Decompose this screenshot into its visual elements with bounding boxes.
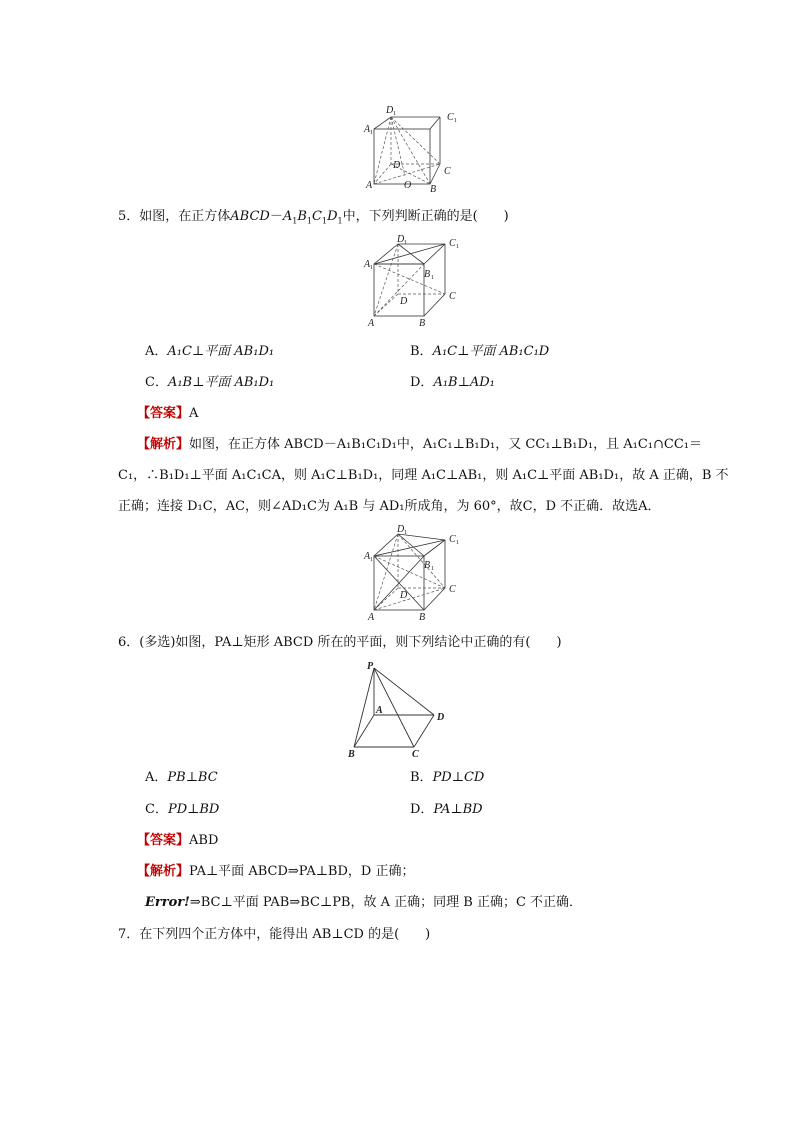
q6-answer [137, 832, 218, 850]
label-A: A [376, 705, 383, 716]
label-D1: D [397, 524, 405, 535]
label-P: P [367, 661, 374, 672]
answer-value: A [189, 406, 199, 421]
q6-analysis-line-1: 【解析】PA⊥平面 ABCD⇒PA⊥BD，D 正确； [137, 864, 415, 879]
label-B: B [419, 612, 426, 623]
answer-value: ABD [189, 833, 219, 848]
figure-cube-q5 [360, 234, 465, 330]
q5-option-d: D．A₁B⊥AD₁ [410, 375, 495, 390]
question-7-number: 7． [118, 927, 140, 942]
label-D: D [400, 296, 408, 307]
label-B1: B [424, 560, 431, 571]
question-6-number: 6． [118, 635, 140, 650]
label-C1: C [447, 112, 454, 123]
question-7 [118, 926, 430, 944]
label-C: C [449, 584, 456, 595]
svg-text:1: 1 [393, 111, 396, 117]
svg-text:1: 1 [370, 130, 373, 136]
question-6-text: (多选)如图，PA⊥矩形 ABCD 所在的平面，则下列结论中正确的有( ) [139, 635, 562, 650]
answer-label: 【答案】 [137, 833, 190, 848]
label-O: O [404, 180, 412, 191]
q5-answer [137, 405, 198, 423]
label-A: A [368, 612, 375, 623]
label-D: D [437, 712, 445, 723]
question-7-text: 在下列四个正方体中，能得出 AB⊥CD 的是( ) [139, 927, 431, 942]
label-C1: C [449, 238, 456, 249]
label-D: D [400, 590, 408, 601]
q6-option-a: A．PB⊥BC [145, 770, 218, 785]
q5-analysis-line-3: 正确；连接 D₁C，AC，则∠AD₁C为 A₁B 与 AD₁所成角，为 60°，故C，D 不正确．故选A． [118, 499, 661, 514]
label-A1: A [364, 259, 371, 270]
label-B: B [430, 184, 437, 194]
label-A: A [368, 318, 375, 329]
svg-text:1: 1 [456, 540, 459, 546]
label-D: D [393, 160, 401, 171]
label-D1: D [386, 105, 394, 116]
q5-option-b: B．A₁C⊥平面 AB₁C₁D [410, 344, 550, 359]
svg-text:1: 1 [431, 566, 434, 572]
q6-option-c: C．PD⊥BD [145, 802, 220, 817]
q5-option-c: C．A₁B⊥平面 AB₁D₁ [145, 375, 275, 390]
q5-option-a: A．A₁C⊥平面 AB₁D₁ [145, 344, 275, 359]
label-B: B [419, 318, 426, 329]
q6-option-b: B．PD⊥CD [410, 770, 485, 785]
question-5-number: 5． [118, 209, 140, 224]
label-A1: A [364, 124, 371, 135]
label-C: C [412, 749, 419, 760]
svg-text:1: 1 [431, 275, 434, 281]
label-C: C [449, 291, 456, 302]
svg-text:1: 1 [456, 244, 459, 250]
label-B: B [348, 749, 355, 760]
figure-pyramid-pabcd [340, 660, 460, 762]
q5-analysis-line-2: C₁，∴B₁D₁⊥平面 A₁C₁CA，则 A₁C⊥B₁D₁，同理 A₁C⊥AB₁，则 A₁C⊥平面 AB₁D₁，故 A 正确，B 不 [118, 468, 729, 483]
label-A: A [366, 180, 373, 191]
question-5-text: 如图，在正方体 [139, 209, 231, 224]
analysis-label: 【解析】 [137, 864, 190, 879]
svg-text:1: 1 [370, 557, 373, 563]
label-D1: D [397, 234, 405, 245]
question-6 [118, 634, 562, 652]
error-text: Error! [145, 895, 190, 910]
answer-label: 【答案】 [137, 406, 190, 421]
label-C: C [444, 166, 451, 177]
svg-text:1: 1 [454, 118, 457, 124]
figure-cube-analysis [360, 524, 465, 624]
figure-cube-pyramid [360, 104, 460, 194]
svg-text:1: 1 [404, 530, 407, 536]
analysis-label: 【解析】 [137, 437, 190, 452]
svg-text:1: 1 [370, 265, 373, 271]
label-B1: B [424, 269, 431, 280]
q6-option-d: D．PA⊥BD [410, 802, 483, 817]
question-5: 5．如图，在正方体$ABCD-A_1B_1C_1D_1$中，下列判断正确的是( ) [118, 209, 509, 226]
q6-analysis-line-2: Error!⇒BC⊥平面 PAB⇒BC⊥PB，故 A 正确；同理 B 正确；C 不正确． [145, 895, 583, 910]
label-C1: C [449, 534, 456, 545]
q5-analysis-line-1: 【解析】如图，在正方体 ABCD－A₁B₁C₁D₁中，A₁C₁⊥B₁D₁，又 CC₁⊥B₁D₁，且 A₁C₁∩CC₁＝ [137, 437, 702, 452]
svg-text:1: 1 [404, 240, 407, 246]
label-A1: A [364, 551, 371, 562]
